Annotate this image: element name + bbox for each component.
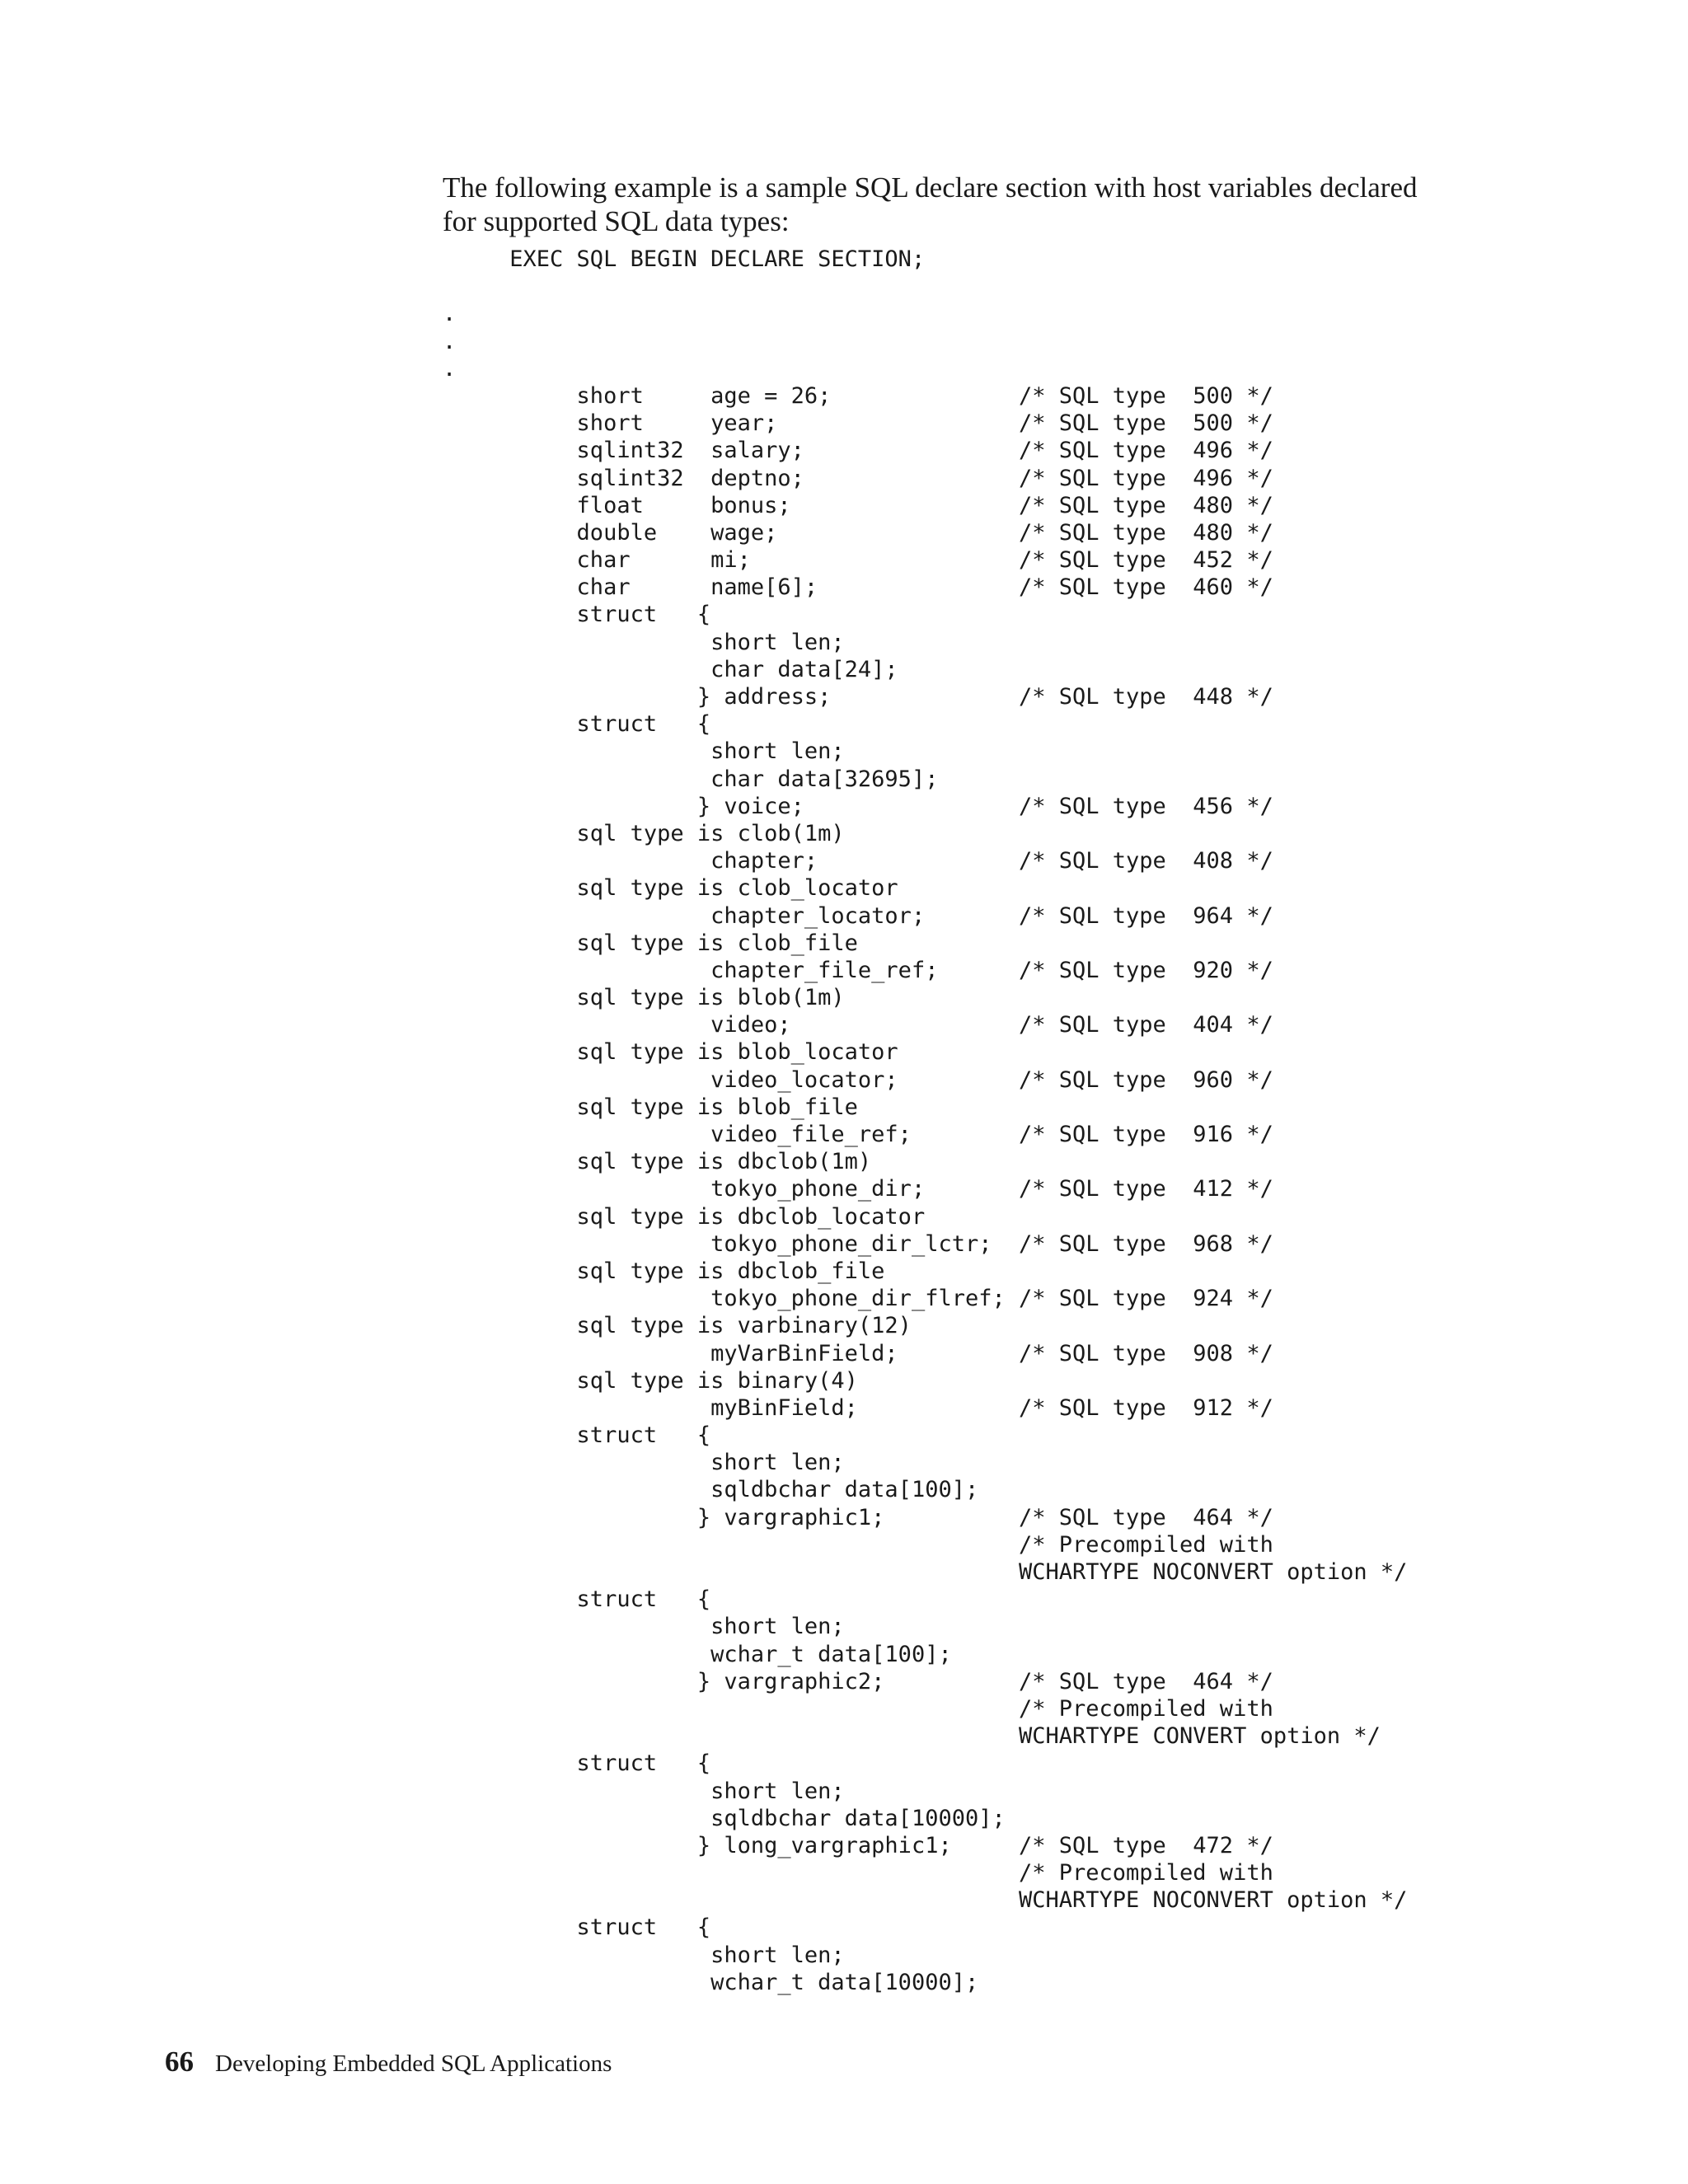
code-line: } vargraphic1; /* SQL type 464 */ [443, 1504, 1273, 1530]
code-line: myBinField; /* SQL type 912 */ [443, 1394, 1273, 1421]
code-line: short age = 26; /* SQL type 500 */ [443, 382, 1273, 409]
code-line: chapter; /* SQL type 408 */ [443, 848, 1273, 874]
code-line: char mi; /* SQL type 452 */ [443, 547, 1273, 574]
code-line: video_file_ref; /* SQL type 916 */ [443, 1122, 1273, 1147]
code-line: sql type is blob_file [443, 1094, 858, 1120]
code-line: /* Precompiled with [443, 1531, 1273, 1558]
code-line: wchar_t data[10000]; [443, 1969, 979, 1995]
code-line: EXEC SQL BEGIN DECLARE SECTION; [443, 246, 926, 272]
code-line: sql type is binary(4) [443, 1367, 858, 1394]
book-title: Developing Embedded SQL Applications [215, 2050, 612, 2077]
code-line: /* Precompiled with [443, 1860, 1273, 1886]
code-line: WCHARTYPE CONVERT option */ [443, 1723, 1381, 1750]
intro-paragraph: The following example is a sample SQL declare section with host variables declared for supported SQL data types: [443, 171, 1418, 237]
code-line: /* Precompiled with [443, 1695, 1273, 1722]
code-line: video_locator; /* SQL type 960 */ [443, 1066, 1273, 1093]
code-line: short len; [443, 1450, 845, 1476]
code-line: sql type is clob(1m) [443, 820, 845, 846]
code-line: } voice; /* SQL type 456 */ [443, 793, 1273, 819]
code-line: struct { [443, 1915, 711, 1941]
code-line: float bonus; /* SQL type 480 */ [443, 492, 1273, 518]
code-line: wchar_t data[100]; [443, 1641, 952, 1667]
code-line: struct { [443, 1750, 711, 1777]
code-line: struct { [443, 1422, 711, 1449]
code-line: char name[6]; /* SQL type 460 */ [443, 574, 1273, 601]
code-line: sql type is dbclob(1m) [443, 1149, 872, 1175]
code-line: } long_vargraphic1; /* SQL type 472 */ [443, 1832, 1273, 1858]
code-line: tokyo_phone_dir; /* SQL type 412 */ [443, 1176, 1273, 1202]
code-line: short len; [443, 1778, 845, 1804]
code-line: video; /* SQL type 404 */ [443, 1012, 1273, 1038]
code-line: sqldbchar data[10000]; [443, 1805, 1006, 1831]
code-line: . [443, 328, 457, 354]
page-number: 66 [165, 2046, 194, 2078]
code-line: sql type is blob(1m) [443, 985, 845, 1011]
code-line: short year; /* SQL type 500 */ [443, 410, 1273, 437]
code-line: tokyo_phone_dir_lctr; /* SQL type 968 */ [443, 1230, 1273, 1257]
code-line: sql type is varbinary(12) [443, 1313, 912, 1339]
code-line: struct { [443, 711, 711, 738]
code-line: sqldbchar data[100]; [443, 1477, 979, 1503]
code-line: sql type is dbclob_locator [443, 1203, 926, 1230]
code-line: } address; /* SQL type 448 */ [443, 684, 1273, 710]
page-footer [165, 2046, 612, 2080]
code-listing [443, 246, 1407, 1996]
code-line: short len; [443, 629, 845, 655]
code-line: short len; [443, 1942, 845, 1968]
code-line: short len; [443, 738, 845, 765]
code-line: char data[32695]; [443, 766, 939, 792]
code-line: WCHARTYPE NOCONVERT option */ [443, 1887, 1408, 1914]
code-line: char data[24]; [443, 656, 898, 682]
code-line: . [443, 355, 457, 382]
code-line: . [443, 301, 457, 327]
code-line: short len; [443, 1614, 845, 1640]
code-line: double wage; /* SQL type 480 */ [443, 519, 1273, 546]
code-line: struct { [443, 1586, 711, 1613]
code-line: sql type is dbclob_file [443, 1258, 885, 1284]
code-line: sql type is clob_file [443, 930, 858, 956]
code-line: chapter_locator; /* SQL type 964 */ [443, 902, 1273, 929]
code-line: } vargraphic2; /* SQL type 464 */ [443, 1668, 1273, 1694]
code-line [443, 273, 1407, 300]
code-line: myVarBinField; /* SQL type 908 */ [443, 1340, 1273, 1366]
code-line: sqlint32 salary; /* SQL type 496 */ [443, 438, 1273, 464]
code-line: tokyo_phone_dir_flref; /* SQL type 924 */ [443, 1286, 1273, 1312]
code-line: sql type is clob_locator [443, 875, 898, 902]
code-line: chapter_file_ref; /* SQL type 920 */ [443, 957, 1273, 983]
code-line: sql type is blob_locator [443, 1039, 898, 1066]
code-line: sqlint32 deptno; /* SQL type 496 */ [443, 465, 1273, 491]
code-line: WCHARTYPE NOCONVERT option */ [443, 1559, 1408, 1585]
code-line: struct { [443, 602, 711, 628]
